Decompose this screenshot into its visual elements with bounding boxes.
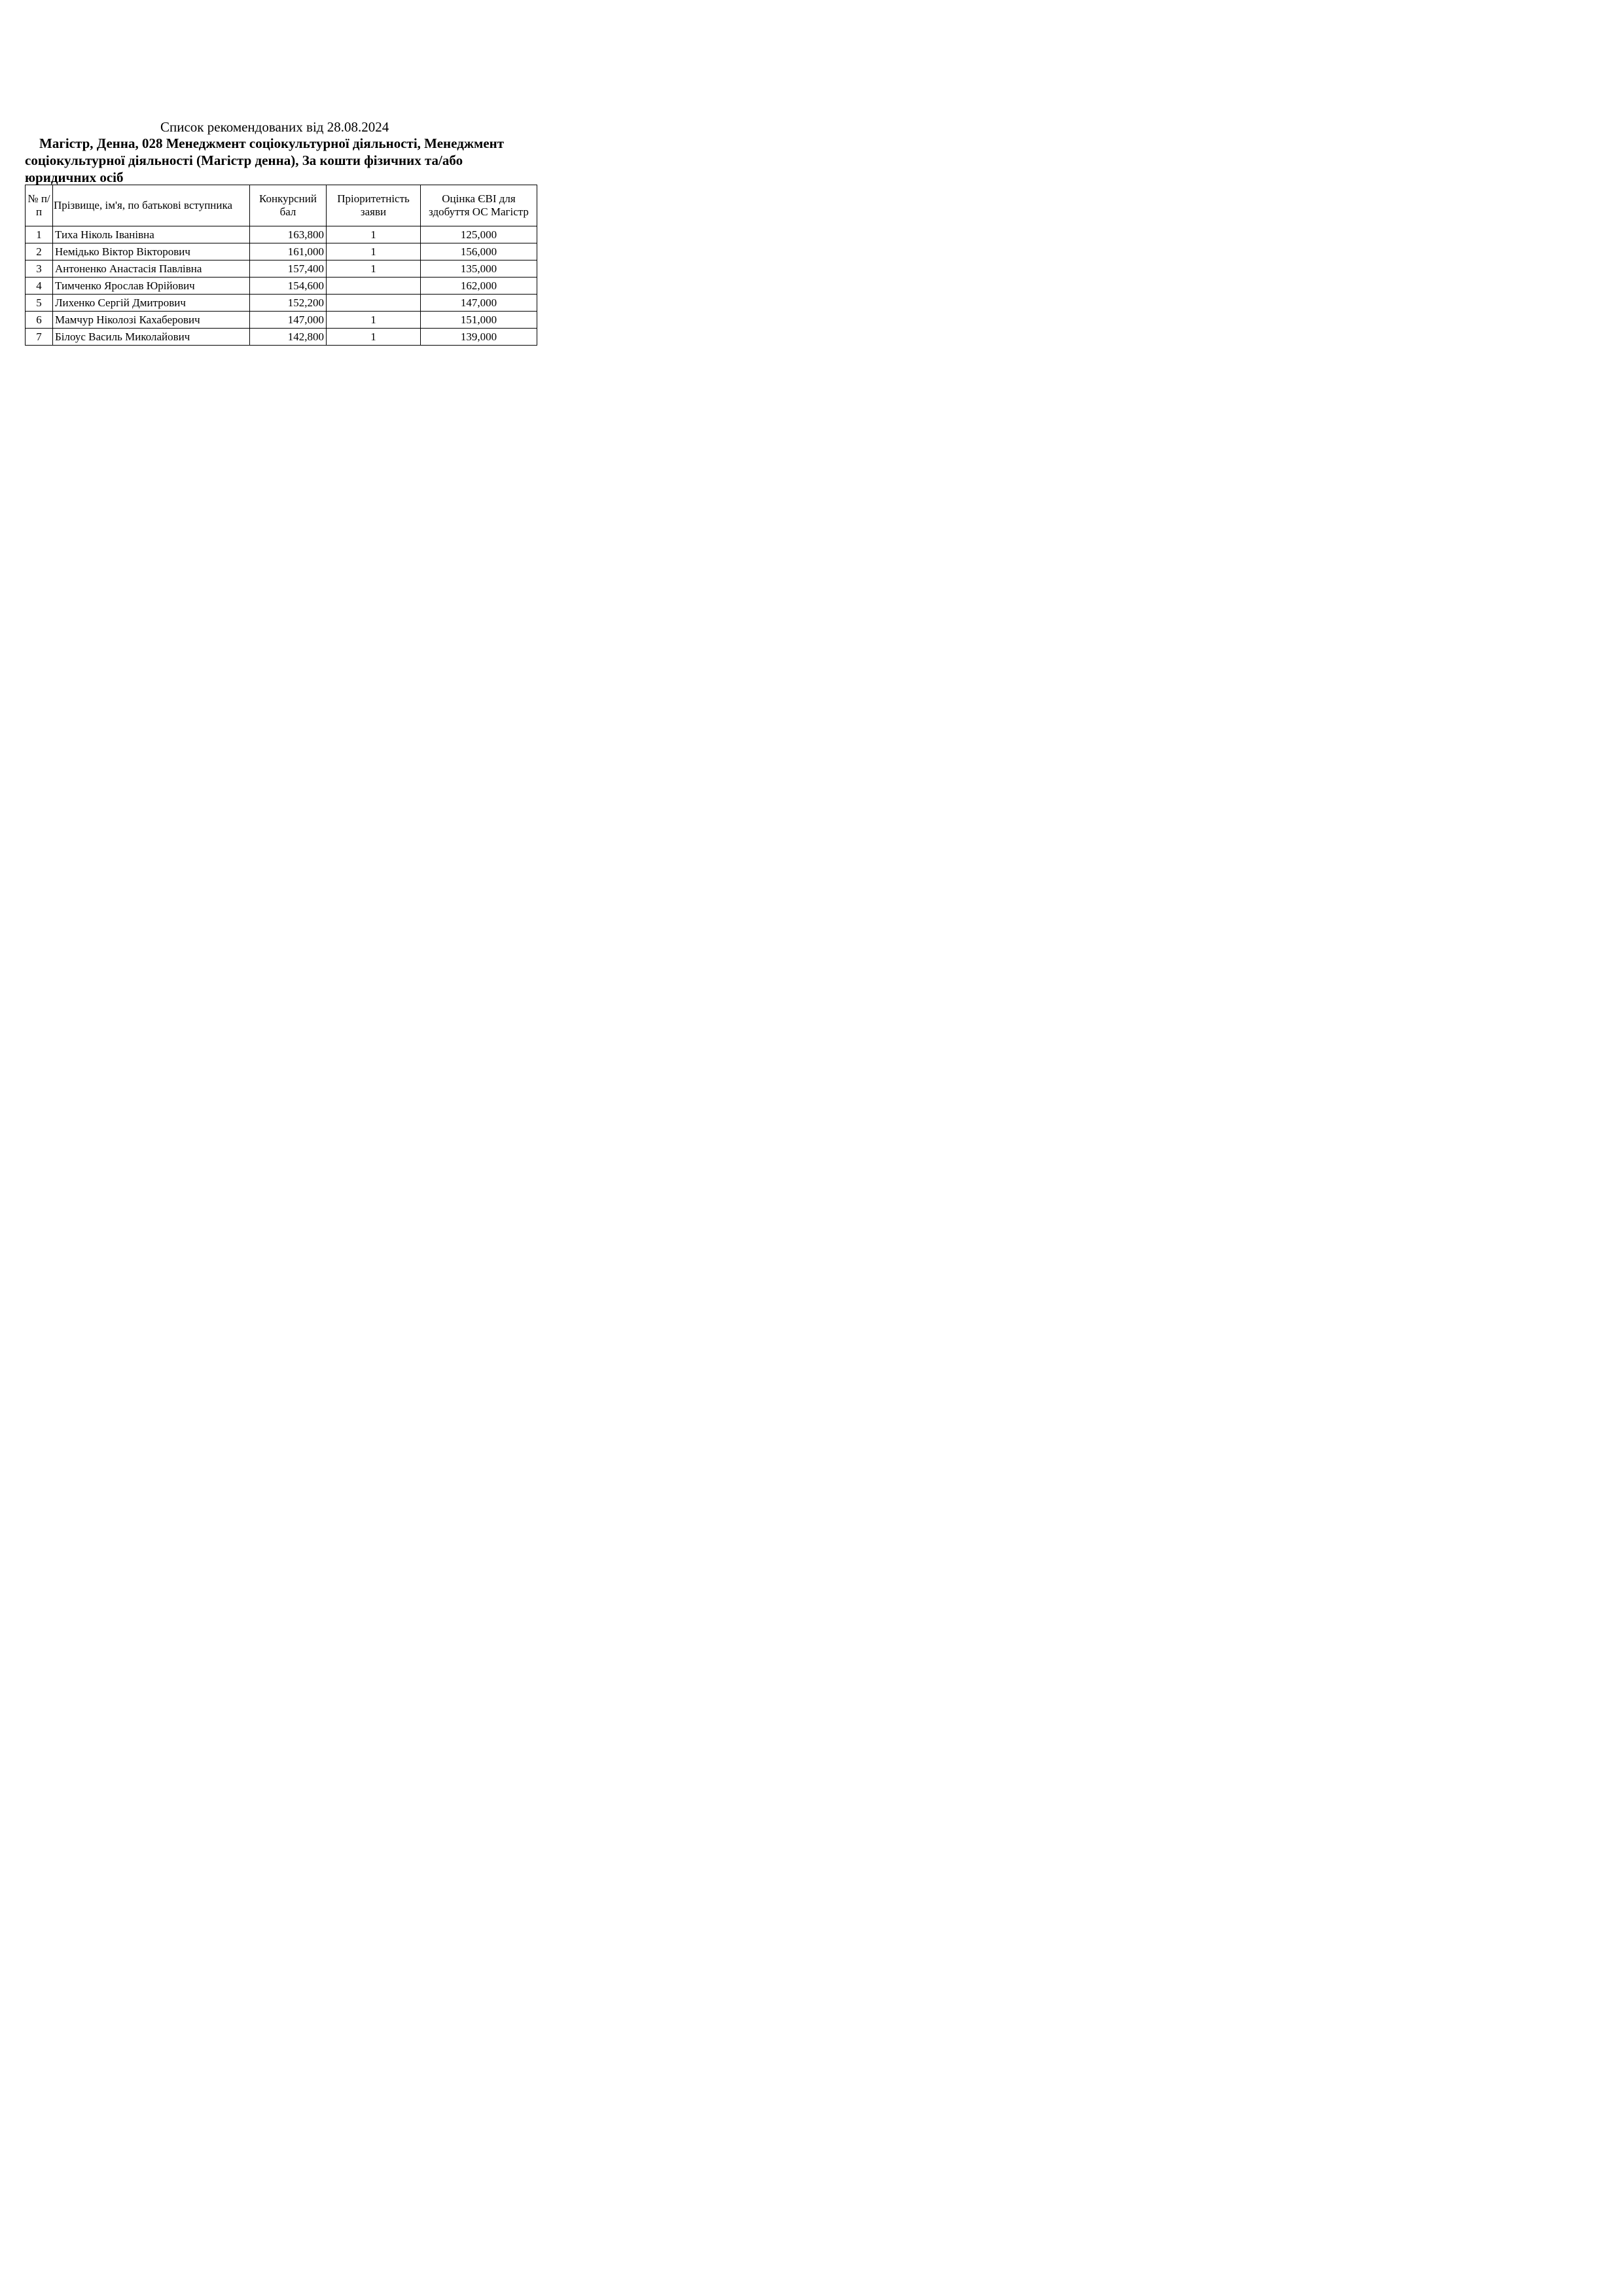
cell-name: Лихенко Сергій Дмитрович — [53, 295, 250, 312]
subtitle-line: соціокультурної діяльності (Магістр денна), За кошти фізичних та/або — [25, 152, 463, 168]
cell-number: 1 — [26, 226, 53, 243]
cell-priority: 1 — [327, 226, 421, 243]
subtitle-line: юридичних осіб — [25, 170, 124, 185]
document-title: Список рекомендованих від 28.08.2024 — [160, 119, 389, 135]
cell-priority — [327, 278, 421, 295]
cell-number: 6 — [26, 312, 53, 329]
cell-name: Антоненко Анастасія Павлівна — [53, 260, 250, 278]
cell-number: 4 — [26, 278, 53, 295]
subtitle-line: Магістр, Денна, 028 Менеджмент соціокультурної діяльності, Менеджмент — [39, 135, 505, 151]
cell-score: 147,000 — [250, 312, 327, 329]
cell-name: Тимченко Ярослав Юрійович — [53, 278, 250, 295]
cell-priority: 1 — [327, 329, 421, 346]
table-body — [26, 226, 537, 346]
column-header-priority: Пріоритетність заяви — [327, 185, 421, 226]
cell-evi: 135,000 — [421, 260, 537, 278]
cell-evi: 151,000 — [421, 312, 537, 329]
cell-name: Білоус Василь Миколайович — [53, 329, 250, 346]
cell-evi: 156,000 — [421, 243, 537, 260]
cell-priority — [327, 295, 421, 312]
cell-evi: 162,000 — [421, 278, 537, 295]
table-row — [26, 329, 537, 346]
table-row — [26, 260, 537, 278]
table-header-row — [26, 185, 537, 226]
cell-evi: 139,000 — [421, 329, 537, 346]
cell-evi: 147,000 — [421, 295, 537, 312]
cell-number: 2 — [26, 243, 53, 260]
column-header-number: № п/п — [26, 185, 53, 226]
table-row — [26, 295, 537, 312]
table-row — [26, 278, 537, 295]
cell-priority: 1 — [327, 312, 421, 329]
cell-score: 152,200 — [250, 295, 327, 312]
cell-score: 157,400 — [250, 260, 327, 278]
cell-number: 7 — [26, 329, 53, 346]
table-row — [26, 226, 537, 243]
cell-name: Мамчур Ніколозі Кахаберович — [53, 312, 250, 329]
cell-name: Немідько Віктор Вікторович — [53, 243, 250, 260]
column-header-score: Конкурсний бал — [250, 185, 327, 226]
cell-score: 142,800 — [250, 329, 327, 346]
cell-score: 163,800 — [250, 226, 327, 243]
recommended-list-table — [25, 185, 537, 346]
cell-priority: 1 — [327, 260, 421, 278]
column-header-evi: Оцінка ЄВІ для здобуття ОС Магістр — [421, 185, 537, 226]
cell-number: 3 — [26, 260, 53, 278]
cell-score: 161,000 — [250, 243, 327, 260]
cell-name: Тиха Ніколь Іванівна — [53, 226, 250, 243]
cell-number: 5 — [26, 295, 53, 312]
document-subtitle — [25, 135, 542, 186]
cell-priority: 1 — [327, 243, 421, 260]
cell-evi: 125,000 — [421, 226, 537, 243]
cell-score: 154,600 — [250, 278, 327, 295]
table-row — [26, 243, 537, 260]
table-row — [26, 312, 537, 329]
column-header-name: Прізвище, ім'я, по батькові вступника — [53, 185, 250, 226]
